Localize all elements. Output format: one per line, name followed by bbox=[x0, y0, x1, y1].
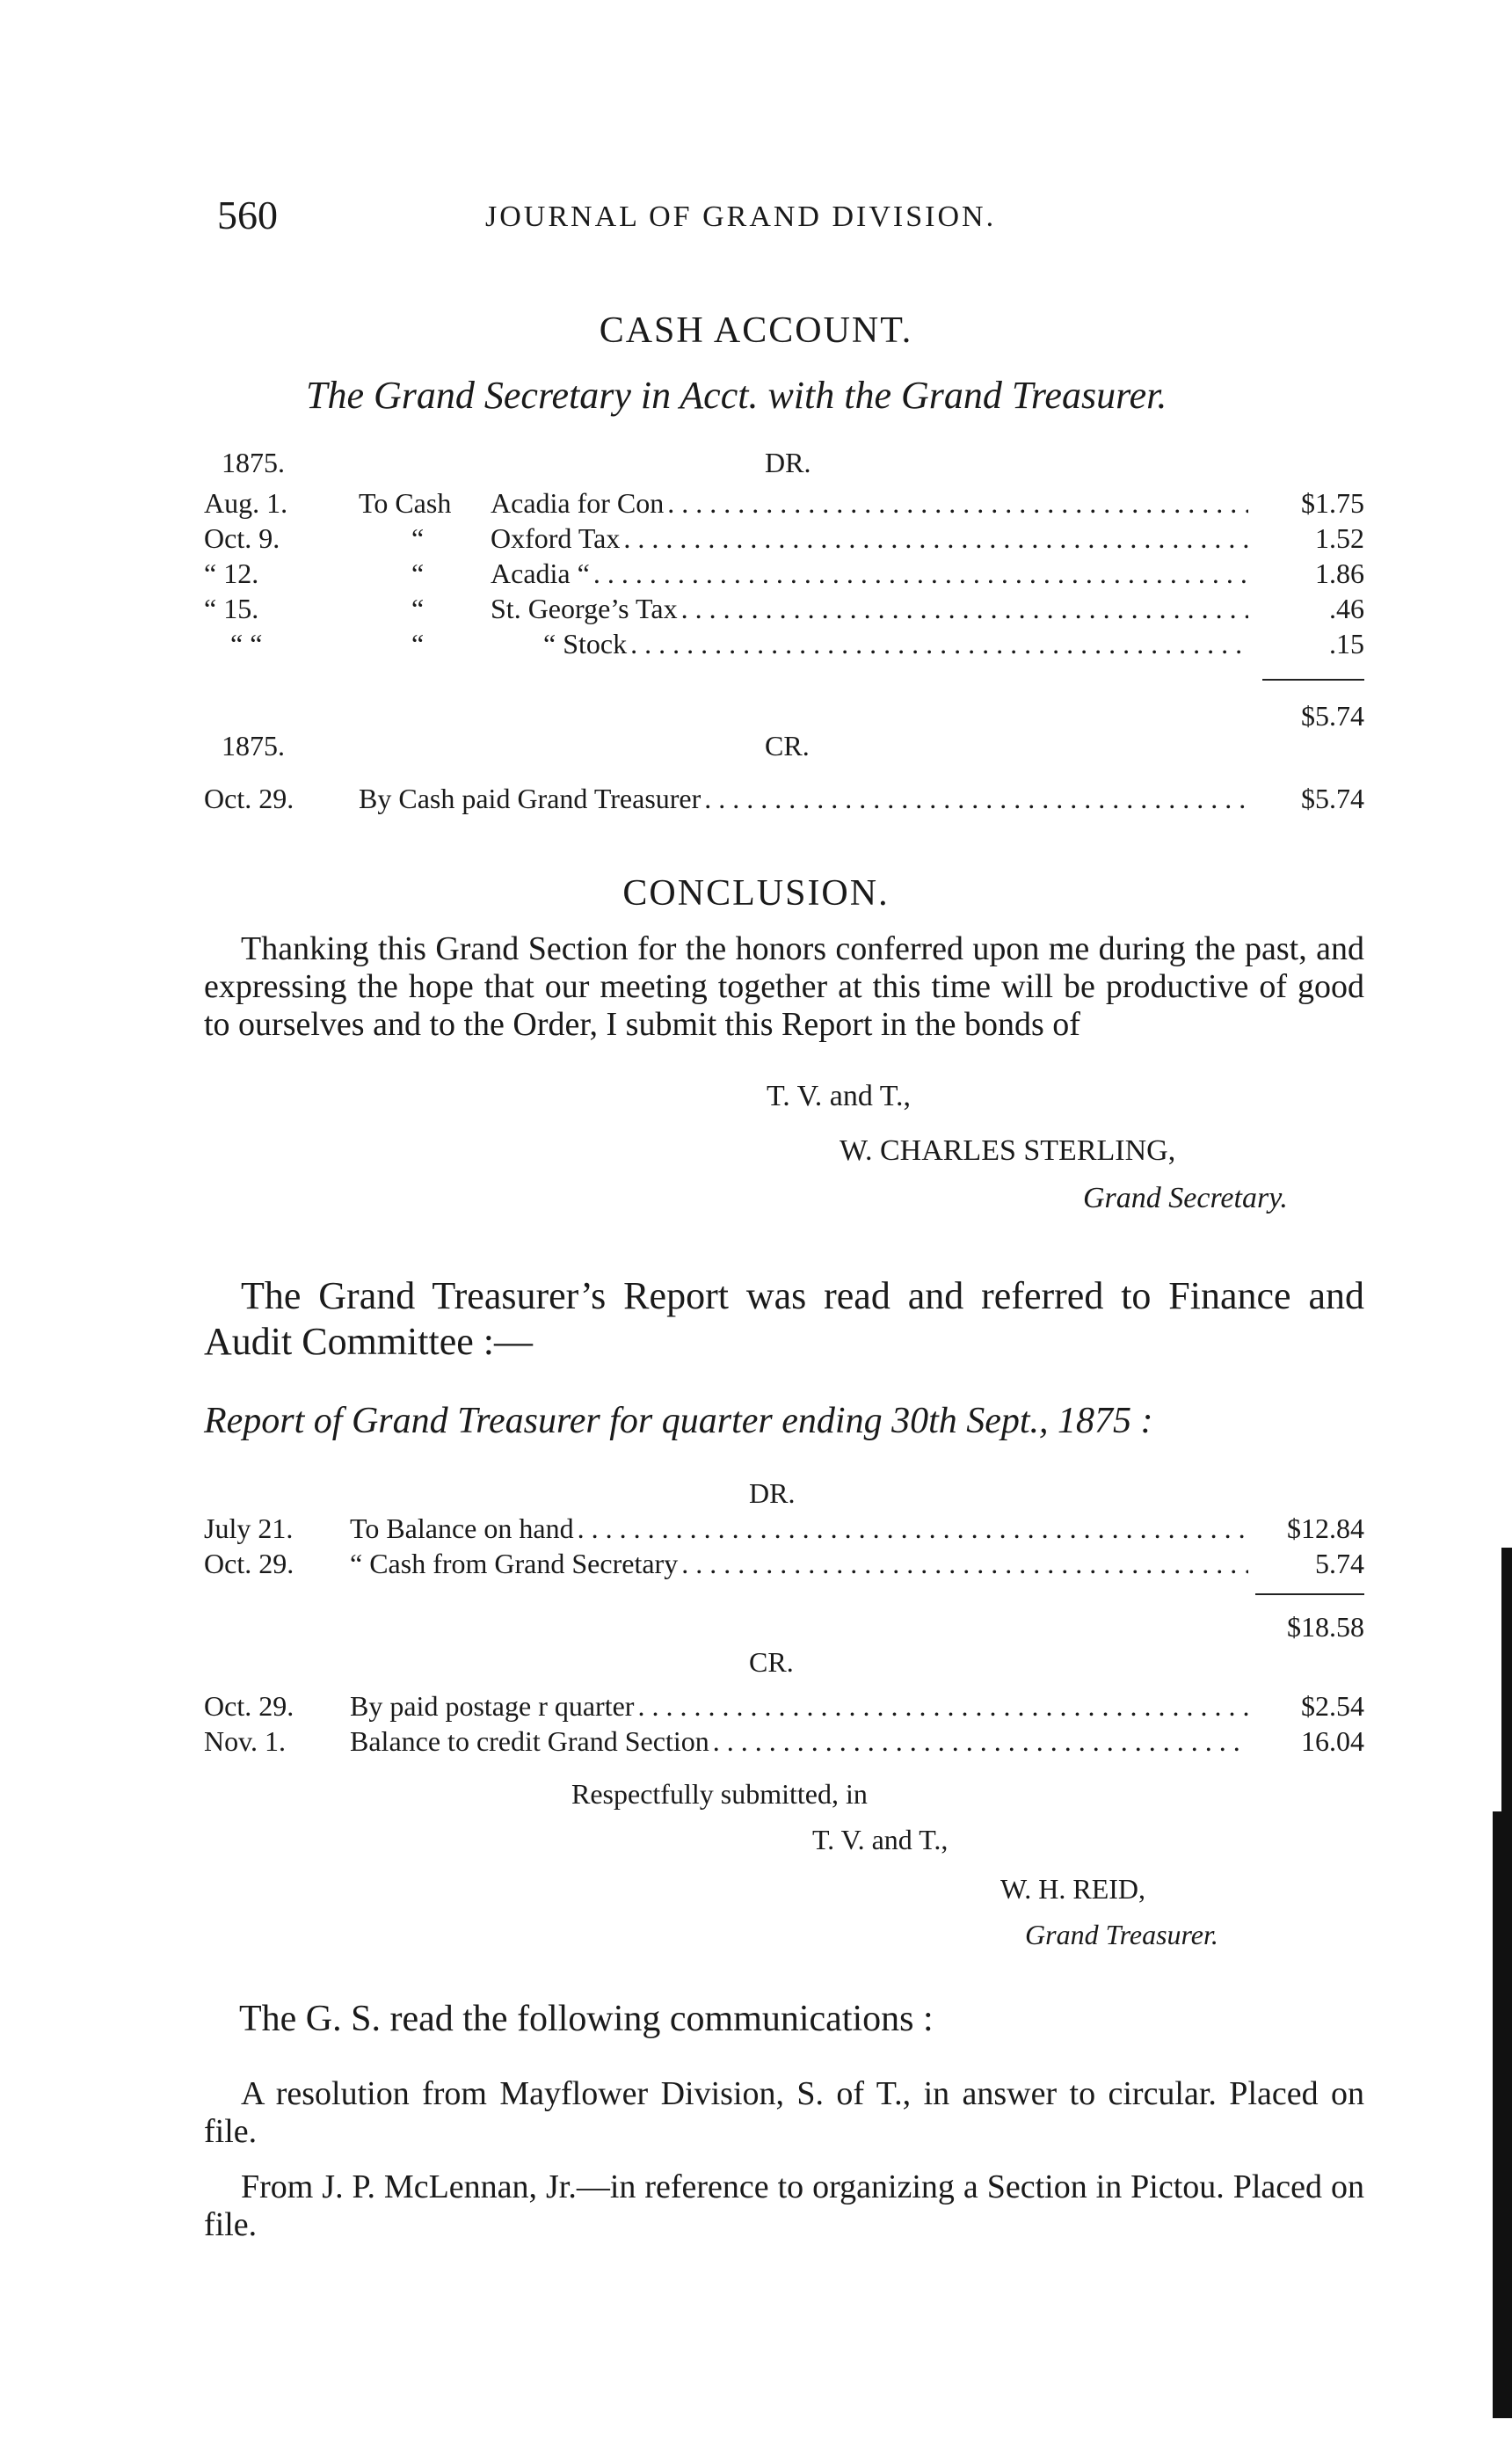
ledger-row bbox=[204, 781, 1364, 816]
dr-label: DR. bbox=[765, 447, 811, 478]
ledger-amount: 5.74 bbox=[1315, 1548, 1364, 1579]
ledger-description: Oxford Tax bbox=[491, 522, 621, 554]
ledger-amount: 1.52 bbox=[1315, 522, 1364, 554]
sum-rule bbox=[1262, 679, 1364, 681]
treasurer-signer-title: Grand Treasurer. bbox=[1025, 1919, 1218, 1950]
ledger-amount: $12.84 bbox=[1287, 1512, 1364, 1544]
ledger-date: Nov. 1. bbox=[204, 1725, 287, 1757]
conclusion-body: Thanking this Grand Section for the honors conferred upon me during the past, and expressing the hope that our meeting together at this time will be productive of good to ourselves and to the Order, I submit this Report in the bonds of bbox=[204, 930, 1364, 1043]
ledger-prefix: To Cash bbox=[359, 487, 452, 519]
cr-year: 1875. bbox=[222, 730, 285, 762]
ledger-row bbox=[204, 1511, 1364, 1546]
ledger-row bbox=[204, 626, 1364, 661]
communications-intro: The G. S. read the following communications : bbox=[239, 1999, 934, 2039]
ledger-amount: $2.54 bbox=[1301, 1690, 1364, 1722]
ledger-date: Oct. 29. bbox=[204, 1548, 294, 1579]
sum-rule bbox=[1255, 1593, 1364, 1595]
ledger-prefix: “ bbox=[411, 593, 425, 624]
running-title: JOURNAL OF GRAND DIVISION. bbox=[485, 200, 997, 233]
ledger-amount: 1.86 bbox=[1315, 558, 1364, 589]
cr-label: CR. bbox=[765, 730, 810, 762]
ledger-row bbox=[204, 591, 1364, 626]
cash-dr-ledger bbox=[204, 485, 1364, 661]
ledger-amount: 16.04 bbox=[1301, 1725, 1364, 1757]
ledger-description: By paid postage r quarter bbox=[350, 1690, 635, 1722]
conclusion-signer: W. CHARLES STERLING, bbox=[840, 1134, 1176, 1167]
leader-dots bbox=[578, 1511, 1248, 1546]
treasurer-signer: W. H. REID, bbox=[1000, 1873, 1146, 1905]
dr-year: 1875. bbox=[222, 447, 285, 478]
communication-item: From J. P. McLennan, Jr.—in reference to organizing a Section in Pictou. Placed on file. bbox=[204, 2168, 1364, 2243]
leader-dots bbox=[623, 521, 1248, 556]
treasurer-intro: The Grand Treasurer’s Report was read and referred to Finance and Audit Committee :— bbox=[204, 1274, 1364, 1363]
ledger-row bbox=[204, 1724, 1364, 1759]
leader-dots bbox=[637, 1688, 1248, 1724]
ledger-row bbox=[204, 1688, 1364, 1724]
leader-dots bbox=[681, 1546, 1248, 1581]
leader-dots bbox=[630, 626, 1248, 661]
treasurer-dr-label: DR. bbox=[749, 1477, 796, 1509]
conclusion-signer-title: Grand Secretary. bbox=[1083, 1182, 1288, 1214]
communication-item: A resolution from Mayflower Division, S. of T., in answer to circular. Placed on file. bbox=[204, 2075, 1364, 2150]
ledger-row bbox=[204, 485, 1364, 521]
treasurer-closing-2: T. V. and T., bbox=[812, 1824, 949, 1855]
ledger-date: “ 15. bbox=[204, 593, 259, 624]
cash-account-subtitle: The Grand Secretary in Acct. with the Grand Treasurer. bbox=[306, 374, 1167, 417]
ledger-amount: .46 bbox=[1329, 593, 1364, 624]
conclusion-closing: T. V. and T., bbox=[767, 1080, 912, 1112]
ledger-date: Oct. 9. bbox=[204, 522, 280, 554]
ledger-date: Aug. 1. bbox=[204, 487, 288, 519]
ledger-prefix: “ bbox=[411, 522, 425, 554]
ledger-description: “ Stock bbox=[543, 628, 628, 660]
ledger-date: Oct. 29. bbox=[204, 783, 294, 814]
ledger-date: “ 12. bbox=[204, 558, 259, 589]
leader-dots bbox=[704, 781, 1248, 816]
page-number: 560 bbox=[217, 193, 278, 237]
treasurer-cr-label: CR. bbox=[749, 1646, 794, 1678]
treasurer-cr-ledger bbox=[204, 1688, 1364, 1759]
conclusion-title: CONCLUSION. bbox=[622, 873, 890, 914]
ledger-row bbox=[204, 521, 1364, 556]
treasurer-closing-1: Respectfully submitted, in bbox=[571, 1778, 868, 1810]
leader-dots bbox=[667, 485, 1248, 521]
ledger-description: To Balance on hand bbox=[350, 1512, 574, 1544]
ledger-date: July 21. bbox=[204, 1512, 294, 1544]
dr-total: $5.74 bbox=[1301, 700, 1364, 732]
ledger-description: “ Cash from Grand Secretary bbox=[350, 1548, 679, 1579]
ledger-description: Acadia for Con bbox=[491, 487, 665, 519]
ledger-description: St. George’s Tax bbox=[491, 593, 678, 624]
ledger-amount: .15 bbox=[1329, 628, 1364, 660]
ledger-row bbox=[204, 1546, 1364, 1581]
leader-dots bbox=[713, 1724, 1248, 1759]
ledger-description: Balance to credit Grand Section bbox=[350, 1725, 709, 1757]
leader-dots bbox=[681, 591, 1248, 626]
ledger-amount: $5.74 bbox=[1301, 783, 1364, 814]
treasurer-dr-ledger bbox=[204, 1511, 1364, 1581]
page-edge-shadow bbox=[1493, 1811, 1512, 2418]
treasurer-dr-total: $18.58 bbox=[1287, 1611, 1364, 1643]
cash-cr-ledger bbox=[204, 781, 1364, 816]
ledger-prefix: “ bbox=[411, 558, 425, 589]
ledger-date: Oct. 29. bbox=[204, 1690, 294, 1722]
ledger-date: “ “ bbox=[230, 628, 263, 660]
ledger-amount: $1.75 bbox=[1301, 487, 1364, 519]
leader-dots bbox=[593, 556, 1248, 591]
ledger-description: By Cash paid Grand Treasurer bbox=[359, 783, 701, 814]
ledger-row bbox=[204, 556, 1364, 591]
cash-account-title: CASH ACCOUNT. bbox=[599, 310, 913, 351]
treasurer-report-heading: Report of Grand Treasurer for quarter ending 30th Sept., 1875 : bbox=[204, 1401, 1153, 1441]
ledger-prefix: “ bbox=[411, 628, 425, 660]
ledger-description: Acadia “ bbox=[491, 558, 590, 589]
